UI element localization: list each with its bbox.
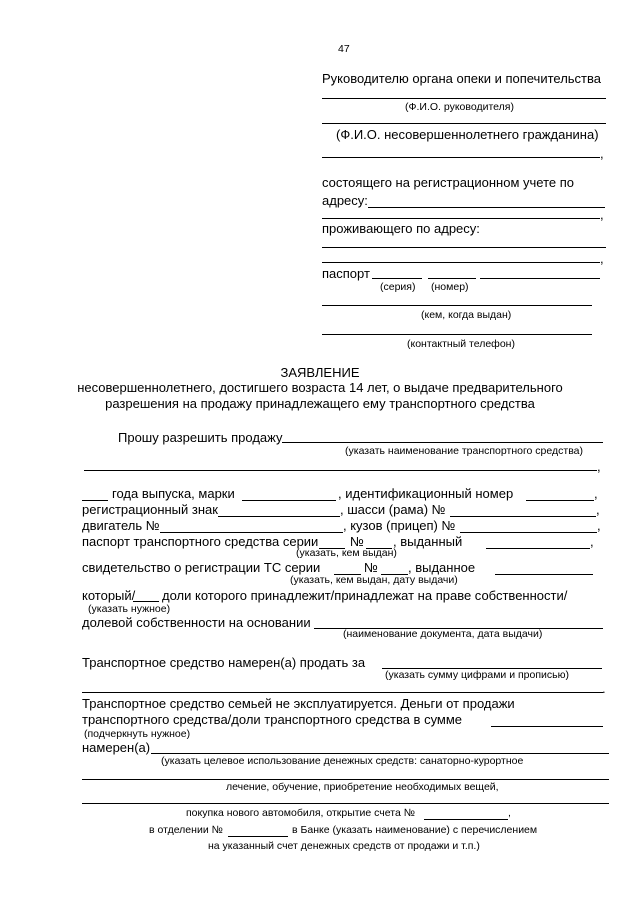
dot: . bbox=[602, 681, 606, 696]
vin-line bbox=[526, 500, 594, 501]
issued-hint: (кем, когда выдан) bbox=[421, 309, 512, 321]
vehicle-name-hint: (указать наименование транспортного средства) bbox=[345, 445, 583, 457]
fio-minor-hint: (Ф.И.О. несовершеннолетнего гражданина) bbox=[336, 127, 599, 142]
minor-name-line bbox=[322, 123, 606, 124]
series-hint: (серия) bbox=[380, 281, 416, 293]
purpose-hint-2: лечение, обучение, приобретение необходимых вещей, bbox=[226, 781, 499, 793]
which-text-a: который/ bbox=[82, 588, 136, 603]
registered-address-line bbox=[368, 207, 605, 208]
family-text-2: транспортного средства/доли транспортного средства в сумме bbox=[82, 712, 463, 727]
purpose-hint-3: покупка нового автомобиля, открытие счета № bbox=[186, 807, 415, 819]
comma-8: , bbox=[590, 534, 594, 549]
chassis-line bbox=[450, 516, 596, 517]
doc-hint: (наименование документа, дата выдачи) bbox=[343, 628, 543, 640]
reg-plate-text: регистрационный знак bbox=[82, 502, 218, 517]
reg-cert-issued-line bbox=[495, 574, 593, 575]
purpose-hint: (указать целевое использование денежных средств: санаторно-курортное bbox=[161, 755, 524, 767]
pts-issued-text: , выданный bbox=[393, 534, 463, 549]
comma-4: , bbox=[597, 459, 601, 474]
living-address-line bbox=[322, 247, 606, 248]
phone-hint: (контактный телефон) bbox=[407, 338, 515, 350]
passport-series-line bbox=[372, 278, 422, 279]
sum-line-2 bbox=[82, 692, 603, 693]
minor-name-line-2 bbox=[322, 157, 600, 158]
comma-5: , bbox=[594, 486, 598, 501]
comma-2: , bbox=[600, 207, 604, 222]
vehicle-name-line-2 bbox=[84, 470, 597, 471]
head-name-line bbox=[322, 98, 606, 99]
pts-text: паспорт транспортного средства серии bbox=[82, 534, 319, 549]
living-text: проживающего по адресу: bbox=[322, 221, 480, 236]
comma-6: , bbox=[596, 502, 600, 517]
comma-7: , bbox=[597, 518, 601, 533]
intends-sell-text: Транспортное средство намерен(а) продать за bbox=[82, 655, 366, 670]
vehicle-name-line bbox=[282, 442, 603, 443]
branch-number-line bbox=[228, 836, 288, 837]
phone-line bbox=[322, 334, 592, 335]
reg-cert-text: свидетельство о регистрации ТС серии bbox=[82, 560, 321, 575]
purpose-line bbox=[151, 753, 609, 754]
title-line-1: несовершеннолетнего, достигшего возраста 14 лет, о выдаче предварительного bbox=[77, 380, 563, 395]
underline-hint: (указать нужное) bbox=[88, 603, 171, 615]
which-text-b: доли которого принадлежит/принадлежат на праве собственности/ bbox=[162, 588, 568, 603]
comma-1: , bbox=[600, 146, 604, 161]
registered-text-2: адресу: bbox=[322, 193, 368, 208]
vin-text: , идентификационный номер bbox=[338, 486, 514, 501]
body-text: , кузов (прицеп) № bbox=[343, 518, 456, 533]
shared-ownership-text: долевой собственности на основании bbox=[82, 615, 311, 630]
reg-cert-no-sign: № bbox=[364, 560, 378, 575]
purpose-hint-5: на указанный счет денежных средств от продажи и т.п.) bbox=[208, 840, 480, 852]
purpose-hint-4b: в Банке (указать наименование) с перечислением bbox=[292, 824, 538, 836]
issued-line bbox=[322, 305, 592, 306]
who-issued-hint: (указать, кем выдан) bbox=[296, 547, 397, 559]
body-line bbox=[460, 532, 597, 533]
make-line bbox=[242, 500, 336, 501]
reg-plate-line bbox=[218, 516, 340, 517]
year-make-text: года выпуска, марки bbox=[112, 486, 235, 501]
account-number-line bbox=[424, 819, 508, 820]
purpose-line-3 bbox=[82, 803, 609, 804]
passport-extra-line bbox=[480, 278, 600, 279]
year-line bbox=[82, 500, 108, 501]
registered-text-1: состоящего на регистрационном учете по bbox=[322, 175, 574, 190]
pts-no-sign: № bbox=[350, 534, 364, 549]
sum-amount-line bbox=[491, 726, 603, 727]
chassis-text: , шасси (рама) № bbox=[340, 502, 446, 517]
title-line-2: разрешения на продажу принадлежащего ему транспортного средства bbox=[105, 396, 535, 411]
comma-3: , bbox=[600, 251, 604, 266]
document-heading: ЗАЯВЛЕНИЕ bbox=[280, 365, 360, 380]
passport-number-line bbox=[428, 278, 476, 279]
underline-hint-2: (подчеркнуть нужное) bbox=[84, 728, 191, 740]
comma-9: , bbox=[508, 807, 511, 819]
sum-hint: (указать сумму цифрами и прописью) bbox=[385, 669, 570, 681]
share-line bbox=[133, 601, 159, 602]
request-text: Прошу разрешить продажу bbox=[118, 430, 283, 445]
pts-issued-line bbox=[486, 548, 590, 549]
engine-text: двигатель № bbox=[82, 518, 160, 533]
addressee-text: Руководителю органа опеки и попечительства bbox=[322, 71, 601, 86]
reg-cert-issued-text: , выданное bbox=[408, 560, 476, 575]
who-when-hint: (указать, кем выдан, дату выдачи) bbox=[290, 574, 458, 586]
purpose-hint-4a: в отделении № bbox=[149, 824, 223, 836]
intends-text: намерен(а) bbox=[82, 740, 151, 755]
page-number: 47 bbox=[338, 43, 350, 55]
number-hint: (номер) bbox=[431, 281, 469, 293]
fio-head-hint: (Ф.И.О. руководителя) bbox=[405, 101, 514, 113]
living-address-line-2 bbox=[322, 262, 600, 263]
engine-line bbox=[160, 532, 343, 533]
passport-label: паспорт bbox=[322, 266, 370, 281]
family-text-1: Транспортное средство семьей не эксплуатируется. Деньги от продажи bbox=[82, 696, 515, 711]
purpose-line-2 bbox=[82, 779, 609, 780]
registered-address-line-2 bbox=[322, 218, 600, 219]
